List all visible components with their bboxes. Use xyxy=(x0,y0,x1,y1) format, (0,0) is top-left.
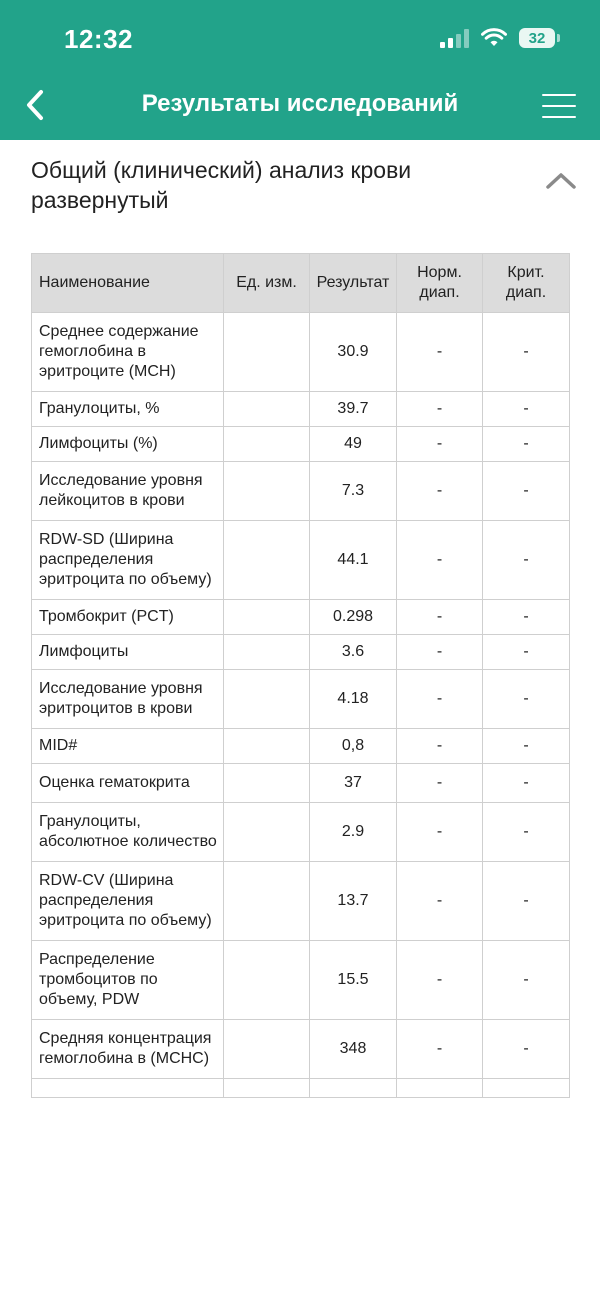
results-table xyxy=(31,253,570,1098)
row-name: Гранулоциты, % xyxy=(32,392,224,427)
row-name: Распределение тромбоцитов по объему, PDW xyxy=(32,941,224,1020)
analysis-title: Общий (клинический) анализ крови развернутый xyxy=(31,157,412,213)
row-name: Оценка гематокрита xyxy=(32,764,224,803)
row-crit: - xyxy=(483,427,570,462)
row-norm: - xyxy=(397,1020,483,1079)
table-row xyxy=(32,462,570,521)
table-row xyxy=(32,392,570,427)
row-crit: - xyxy=(483,729,570,764)
table-row xyxy=(32,635,570,670)
battery-icon xyxy=(519,28,560,48)
menu-button[interactable] xyxy=(542,94,576,118)
table-row xyxy=(32,1079,570,1098)
row-norm: - xyxy=(397,462,483,521)
row-result xyxy=(310,1079,397,1098)
table-row xyxy=(32,862,570,941)
row-unit xyxy=(224,941,310,1020)
row-crit: - xyxy=(483,670,570,729)
row-result: 0,8 xyxy=(310,729,397,764)
row-unit xyxy=(224,764,310,803)
table-row xyxy=(32,313,570,392)
row-norm: - xyxy=(397,803,483,862)
row-crit: - xyxy=(483,600,570,635)
row-name: MID# xyxy=(32,729,224,764)
row-norm: - xyxy=(397,313,483,392)
app-header xyxy=(0,0,600,140)
row-norm: - xyxy=(397,600,483,635)
row-name: Исследование уровня лейкоцитов в крови xyxy=(32,462,224,521)
row-name: Лимфоциты (%) xyxy=(32,427,224,462)
row-norm: - xyxy=(397,862,483,941)
row-crit: - xyxy=(483,462,570,521)
row-result: 4.18 xyxy=(310,670,397,729)
hamburger-icon-line xyxy=(542,94,576,96)
header-name: Наименование xyxy=(32,254,224,313)
row-unit xyxy=(224,521,310,600)
status-icons xyxy=(440,28,560,48)
table-row xyxy=(32,729,570,764)
row-result: 15.5 xyxy=(310,941,397,1020)
row-result: 13.7 xyxy=(310,862,397,941)
row-norm: - xyxy=(397,764,483,803)
row-result: 0.298 xyxy=(310,600,397,635)
table-header-row xyxy=(32,254,570,313)
row-result: 3.6 xyxy=(310,635,397,670)
row-unit xyxy=(224,462,310,521)
header-result: Результат xyxy=(310,254,397,313)
row-name xyxy=(32,1079,224,1098)
header-crit-range: Крит. диап. xyxy=(483,254,570,313)
row-crit xyxy=(483,1079,570,1098)
cellular-signal-icon xyxy=(440,28,469,48)
row-result: 2.9 xyxy=(310,803,397,862)
row-name: RDW-SD (Ширина распределения эритроцита по объему) xyxy=(32,521,224,600)
row-crit: - xyxy=(483,313,570,392)
row-unit xyxy=(224,729,310,764)
row-name: Средняя концентрация гемоглобина в (MCHC) xyxy=(32,1020,224,1079)
table-row xyxy=(32,670,570,729)
row-crit: - xyxy=(483,803,570,862)
row-crit: - xyxy=(483,862,570,941)
row-name: RDW-CV (Ширина распределения эритроцита по объему) xyxy=(32,862,224,941)
row-unit xyxy=(224,1079,310,1098)
row-unit xyxy=(224,803,310,862)
row-norm: - xyxy=(397,427,483,462)
row-name: Лимфоциты xyxy=(32,635,224,670)
row-name: Среднее содержание гемоглобина в эритроците (MCH) xyxy=(32,313,224,392)
row-unit xyxy=(224,600,310,635)
chevron-up-icon xyxy=(544,168,578,192)
header-unit: Ед. изм. xyxy=(224,254,310,313)
hamburger-icon-line xyxy=(542,116,576,118)
battery-level: 32 xyxy=(519,28,555,48)
row-unit xyxy=(224,862,310,941)
table-row xyxy=(32,427,570,462)
hamburger-icon-line xyxy=(542,105,576,107)
status-time: 12:32 xyxy=(64,24,133,54)
row-unit xyxy=(224,670,310,729)
row-norm: - xyxy=(397,521,483,600)
row-norm: - xyxy=(397,941,483,1020)
row-result: 44.1 xyxy=(310,521,397,600)
row-unit xyxy=(224,427,310,462)
row-result: 37 xyxy=(310,764,397,803)
table-row xyxy=(32,600,570,635)
row-name: Гранулоциты, абсолютное количество xyxy=(32,803,224,862)
row-result: 348 xyxy=(310,1020,397,1079)
wifi-icon xyxy=(481,28,507,48)
row-norm: - xyxy=(397,670,483,729)
table-row xyxy=(32,1020,570,1079)
row-crit: - xyxy=(483,521,570,600)
row-unit xyxy=(224,392,310,427)
row-name: Исследование уровня эритроцитов в крови xyxy=(32,670,224,729)
row-result: 49 xyxy=(310,427,397,462)
row-norm xyxy=(397,1079,483,1098)
page-title: Результаты исследований xyxy=(141,90,459,117)
row-norm: - xyxy=(397,392,483,427)
row-name: Тромбокрит (PCT) xyxy=(32,600,224,635)
collapse-button[interactable] xyxy=(544,168,578,192)
row-crit: - xyxy=(483,1020,570,1079)
row-norm: - xyxy=(397,729,483,764)
table-row xyxy=(32,764,570,803)
header-norm-range: Норм. диап. xyxy=(397,254,483,313)
row-norm: - xyxy=(397,635,483,670)
row-crit: - xyxy=(483,941,570,1020)
row-result: 30.9 xyxy=(310,313,397,392)
row-crit: - xyxy=(483,635,570,670)
row-crit: - xyxy=(483,392,570,427)
table-row xyxy=(32,521,570,600)
table-row xyxy=(32,803,570,862)
row-unit xyxy=(224,1020,310,1079)
row-unit xyxy=(224,313,310,392)
row-crit: - xyxy=(483,764,570,803)
row-result: 7.3 xyxy=(310,462,397,521)
row-unit xyxy=(224,635,310,670)
table-row xyxy=(32,941,570,1020)
row-result: 39.7 xyxy=(310,392,397,427)
